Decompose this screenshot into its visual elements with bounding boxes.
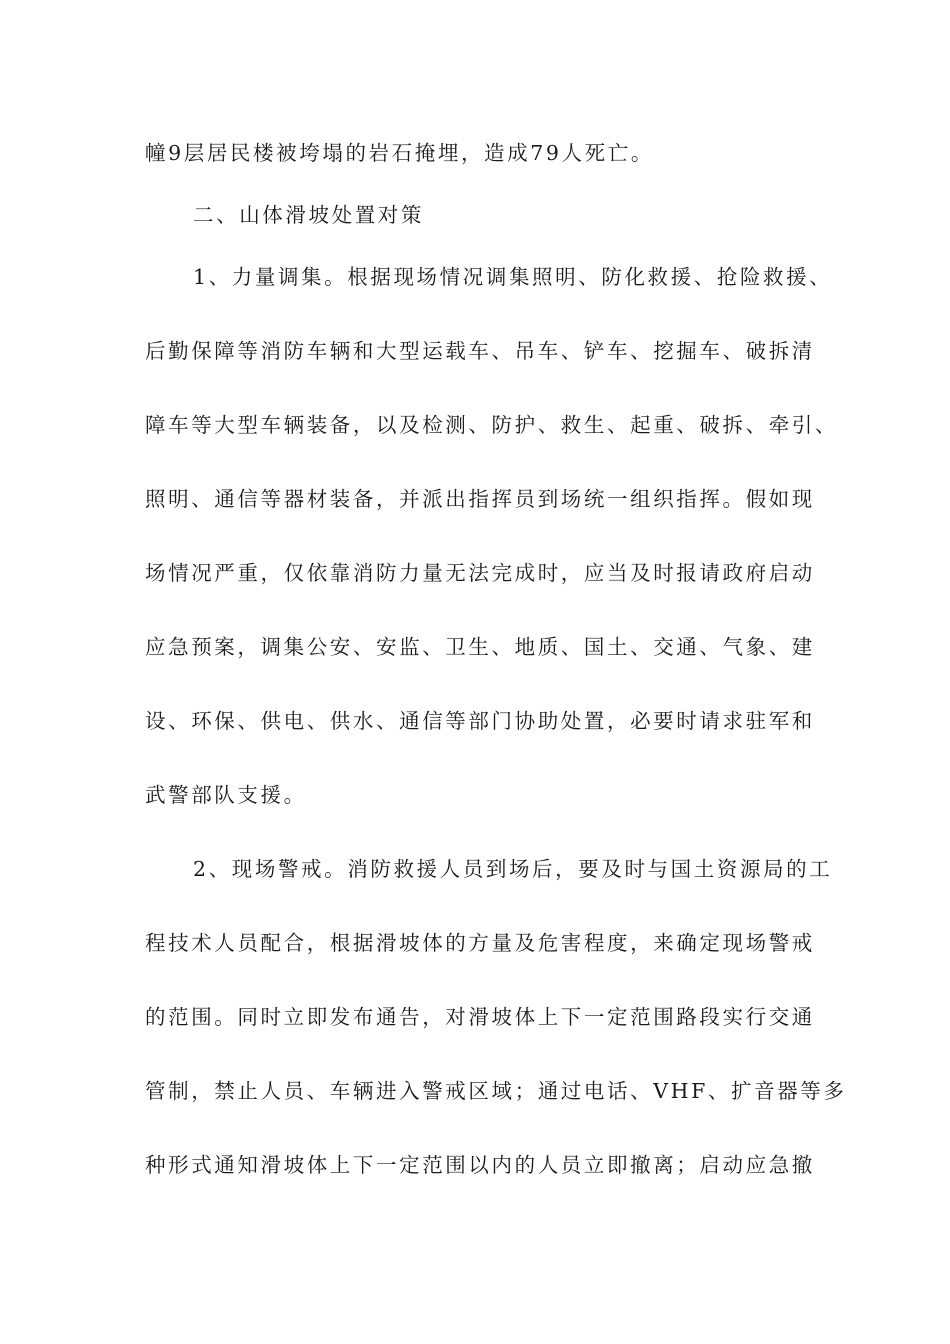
body-text-line: 障车等大型车辆装备，以及检测、防护、救生、起重、破拆、牵引、 — [145, 413, 838, 437]
paragraph-2-start: 2、现场警戒。消防救援人员到场后，要及时与国土资源局的工 — [193, 857, 833, 881]
body-text-line: 照明、通信等器材装备，并派出指挥员到场统一组织指挥。假如现 — [145, 487, 815, 511]
body-text-line: 的范围。同时立即发布通告，对滑坡体上下一定范围路段实行交通 — [145, 1005, 815, 1029]
section-heading: 二、山体滑坡处置对策 — [193, 203, 424, 227]
body-text-line: 武警部队支援。 — [145, 783, 307, 807]
body-text-line: 幢9层居民楼被垮塌的岩石掩埋，造成79人死亡。 — [145, 141, 654, 165]
paragraph-1-start: 1、力量调集。根据现场情况调集照明、防化救援、抢险救援、 — [193, 265, 833, 289]
body-text-line: 后勤保障等消防车辆和大型运载车、吊车、铲车、挖掘车、破拆清 — [145, 339, 815, 363]
body-text-line: 场情况严重，仅依靠消防力量无法完成时，应当及时报请政府启动 — [145, 561, 815, 585]
body-text-line: 设、环保、供电、供水、通信等部门协助处置，必要时请求驻军和 — [145, 709, 815, 733]
body-text-line: 程技术人员配合，根据滑坡体的方量及危害程度，来确定现场警戒 — [145, 931, 815, 955]
body-text-line: 管制，禁止人员、车辆进入警戒区域；通过电话、VHF、扩音器等多 — [145, 1079, 847, 1103]
body-text-line: 种形式通知滑坡体上下一定范围以内的人员立即撤离；启动应急撤 — [145, 1153, 815, 1177]
body-text-line: 应急预案，调集公安、安监、卫生、地质、国土、交通、气象、建 — [145, 635, 815, 659]
